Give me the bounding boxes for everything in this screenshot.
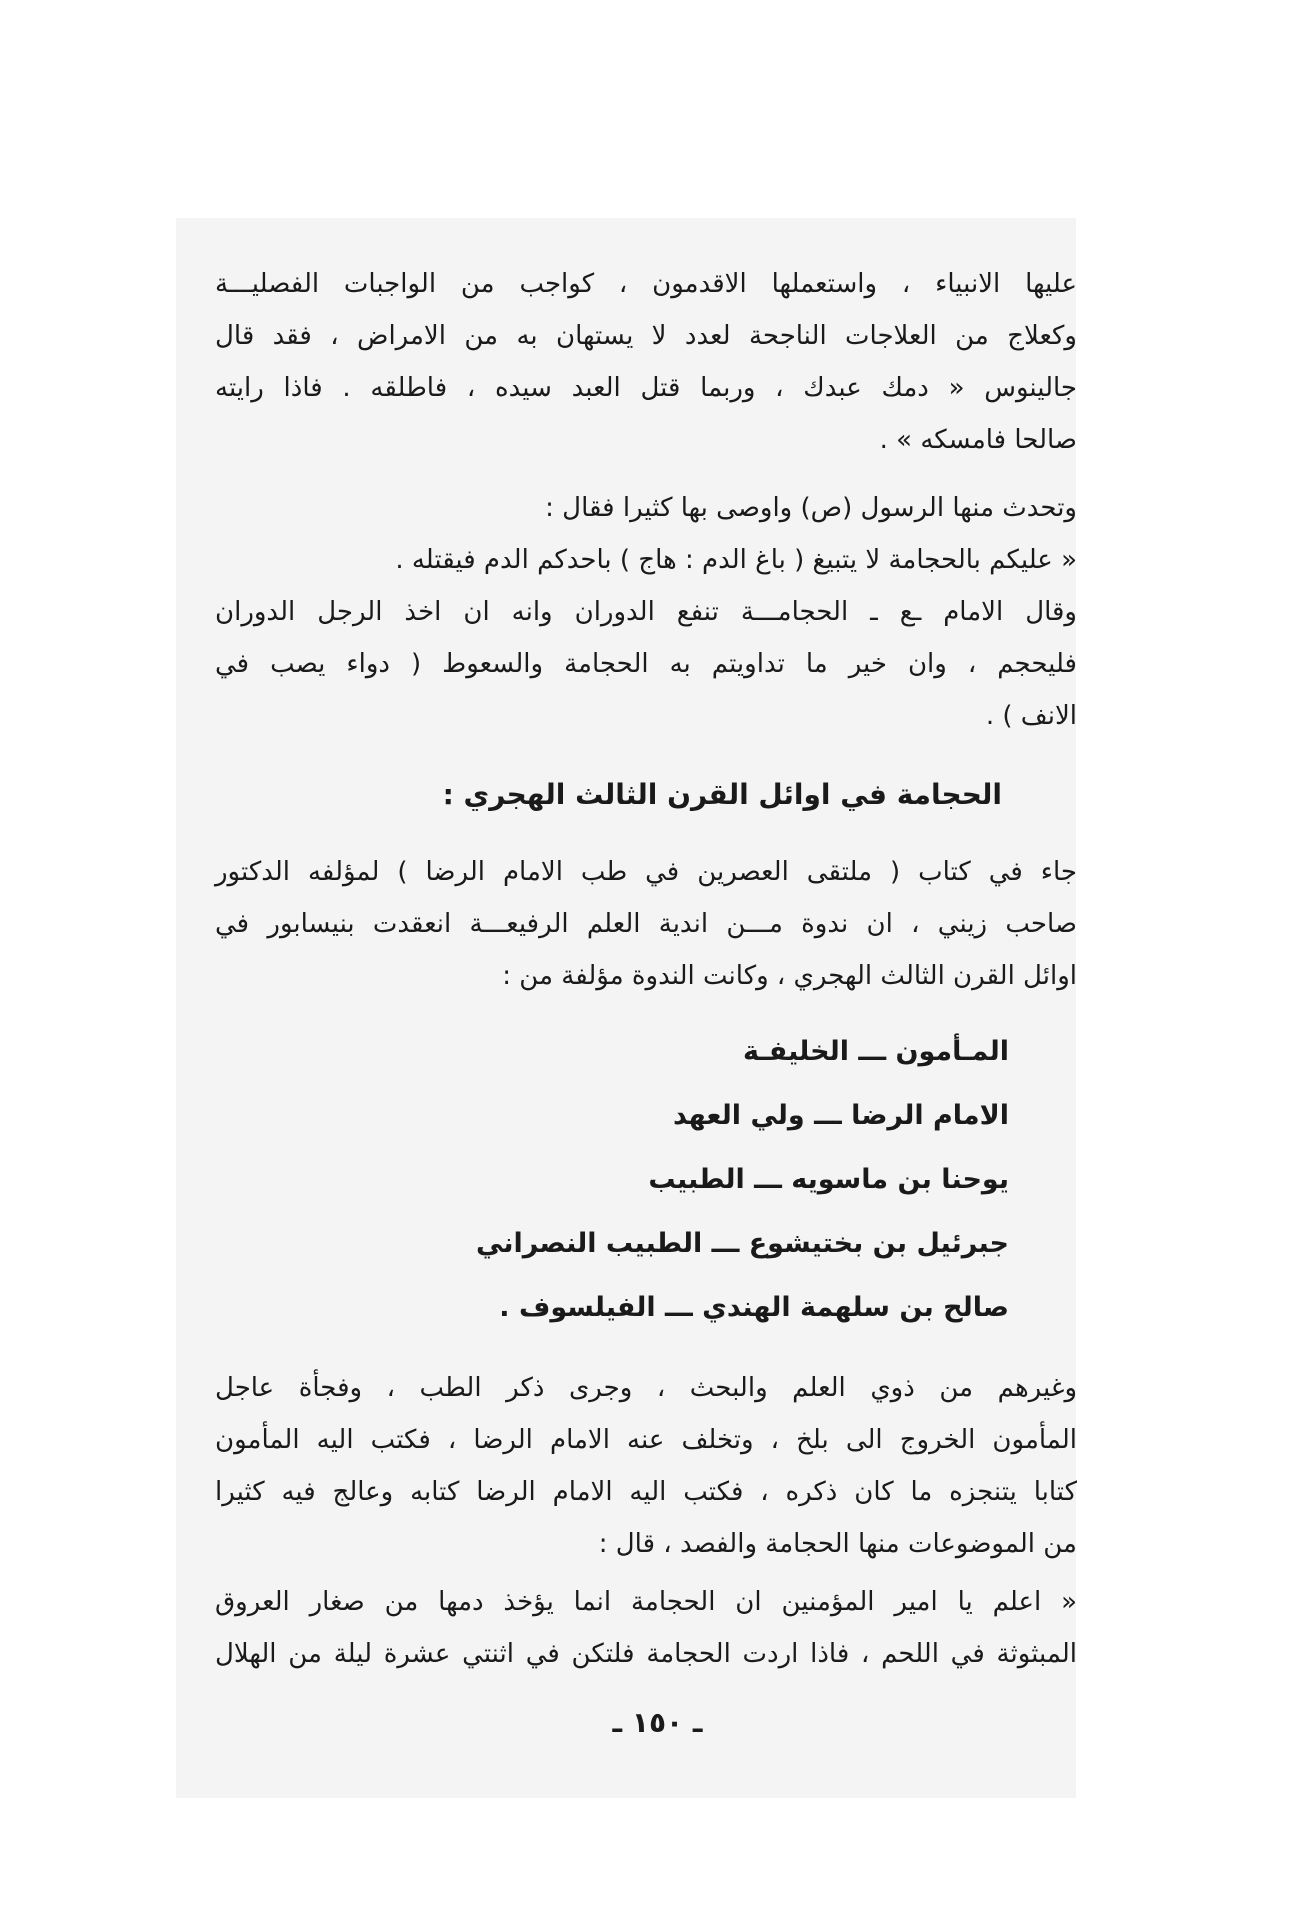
- paragraph-2-line: وتحدث منها الرسول (ص) واوصى بها كثيرا فقال :: [545, 493, 1077, 523]
- list-item: الامام الرضا ـــ ولي العهد: [673, 1100, 1009, 1131]
- paragraph-5-line: المبثوثة في اللحم ، فاذا اردت الحجامة فلتكن في اثنتي عشرة ليلة من الهلال: [215, 1639, 1077, 1669]
- page-number: ـ ١٥٠ ـ: [612, 1706, 703, 1739]
- paragraph-4-line: وغيرهم من ذوي العلم والبحث ، وجرى ذكر الطب ، وفجأة عاجل: [215, 1373, 1077, 1403]
- participants-list: [476, 1020, 1009, 1340]
- paragraph-4-line: المأمون الخروج الى بلخ ، وتخلف عنه الامام الرضا ، فكتب اليه المأمون: [215, 1425, 1077, 1455]
- paragraph-2-line: « عليكم بالحجامة لا يتبيغ ( باغ الدم : هاج ) باحدكم الدم فيقتله .: [395, 545, 1077, 575]
- list-item: المـأمون ـــ الخليفـة: [743, 1036, 1009, 1067]
- paragraph-3-line: اوائل القرن الثالث الهجري ، وكانت الندوة مؤلفة من :: [502, 961, 1077, 991]
- paragraph-5: [215, 1576, 1077, 1680]
- list-item: جبرئيل بن بختيشوع ـــ الطبيب النصراني: [476, 1228, 1009, 1259]
- paragraph-5-line: « اعلم يا امير المؤمنين ان الحجامة انما يؤخذ دمها من صغار العروق: [215, 1587, 1077, 1617]
- paragraph-4-line: كتابا يتنجزه ما كان ذكره ، فكتب اليه الامام الرضا كتابه وعالج فيه كثيرا: [215, 1477, 1077, 1507]
- paragraph-3: [215, 846, 1077, 1002]
- paragraph-4-line: من الموضوعات منها الحجامة والفصد ، قال :: [598, 1529, 1077, 1559]
- paragraph-1-line: جالينوس « دمك عبدك ، وربما قتل العبد سيده ، فاطلقه . فاذا رايته: [215, 373, 1077, 403]
- paragraph-1-line: وكعلاج من العلاجات الناجحة لعدد لا يستهان به من الامراض ، فقد قال: [215, 321, 1077, 351]
- section-heading: الحجامة في اوائل القرن الثالث الهجري :: [442, 778, 1002, 811]
- paragraph-2-line: الانف ) .: [985, 701, 1077, 731]
- paragraph-3-line: جاء في كتاب ( ملتقى العصرين في طب الامام الرضا ) لمؤلفه الدكتور: [215, 857, 1077, 887]
- paragraph-1-line: صالحا فامسكه » .: [879, 425, 1077, 455]
- paragraph-2-line: فليحجم ، وان خير ما تداويتم به الحجامة والسعوط ( دواء يصب في: [215, 649, 1077, 679]
- list-item: يوحنا بن ماسويه ـــ الطبيب: [648, 1164, 1009, 1195]
- paragraph-1-line: عليها الانبياء ، واستعملها الاقدمون ، كواجب من الواجبات الفصليـــة: [215, 269, 1077, 299]
- paragraph-2: [215, 482, 1077, 742]
- paragraph-3-line: صاحب زيني ، ان ندوة مـــن اندية العلم الرفيعـــة انعقدت بنيسابور في: [215, 909, 1077, 939]
- paragraph-1: [215, 258, 1077, 466]
- list-item: صالح بن سلهمة الهندي ـــ الفيلسوف .: [499, 1292, 1009, 1323]
- paragraph-4: [215, 1362, 1077, 1570]
- paragraph-2-line: وقال الامام ـع ـ الحجامـــة تنفع الدوران وانه ان اخذ الرجل الدوران: [215, 597, 1077, 627]
